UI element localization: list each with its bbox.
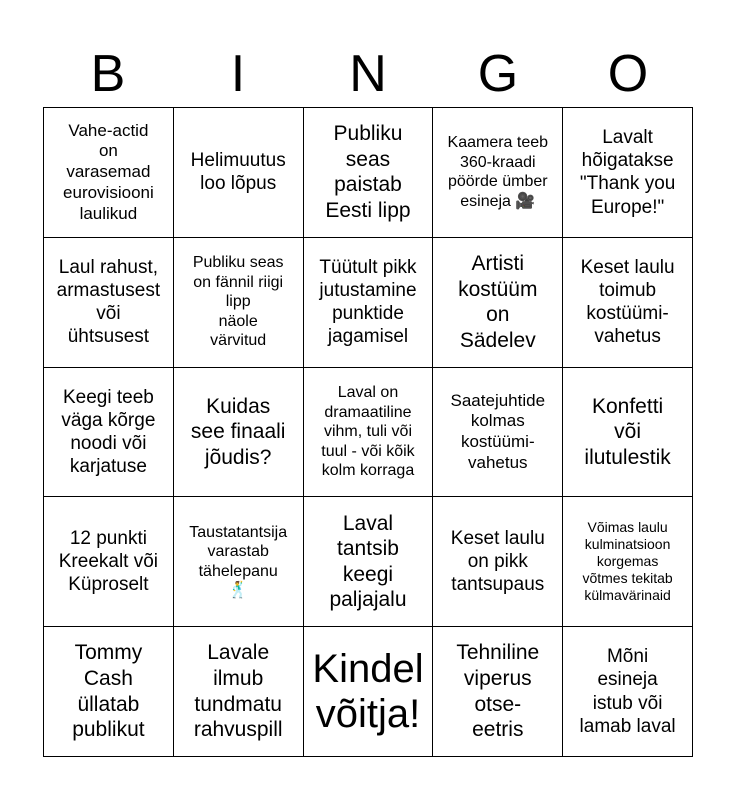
bingo-cell-r5-c2[interactable]: Lavale ilmub tundmatu rahvuspill xyxy=(174,627,304,757)
header-letter-n: N xyxy=(349,45,387,103)
bingo-cell-r2-c1[interactable]: Laul rahust, armastusest või ühtsusest xyxy=(44,238,174,368)
header-letter-o: O xyxy=(607,45,649,103)
bingo-card-grid xyxy=(43,107,693,757)
bingo-cell-r2-c2[interactable]: Publiku seas on fännil riigi lipp näole värvitud xyxy=(174,238,304,368)
bingo-cell-r2-c4[interactable]: Artisti kostüüm on Sädelev xyxy=(433,238,563,368)
bingo-cell-r4-c2[interactable]: Taustatantsija varastab tähelepanu 🕺 xyxy=(174,497,304,627)
bingo-cell-r2-c3[interactable]: Tüütult pikk jutustamine punktide jagamisel xyxy=(304,238,434,368)
bingo-cell-r1-c2[interactable]: Helimuutus loo lõpus xyxy=(174,108,304,238)
bingo-cell-r1-c3[interactable]: Publiku seas paistab Eesti lipp xyxy=(304,108,434,238)
bingo-cell-r2-c5[interactable]: Keset laulu toimub kostüümi- vahetus xyxy=(563,238,693,368)
header-letter-b: B xyxy=(90,45,126,103)
bingo-cell-r3-c1[interactable]: Keegi teeb väga kõrge noodi või karjatuse xyxy=(44,368,174,498)
header-letter-i: I xyxy=(230,45,246,103)
bingo-cell-r3-c4[interactable]: Saatejuhtide kolmas kostüümi- vahetus xyxy=(433,368,563,498)
bingo-cell-r3-c5[interactable]: Konfetti või ilutulestik xyxy=(563,368,693,498)
bingo-cell-r4-c4[interactable]: Keset laulu on pikk tantsupaus xyxy=(433,497,563,627)
bingo-cell-r4-c3[interactable]: Laval tantsib keegi paljajalu xyxy=(304,497,434,627)
bingo-cell-r5-c3-free[interactable]: Kindel võitja! xyxy=(304,627,434,757)
bingo-cell-r1-c1[interactable]: Vahe-actid on varasemad eurovisiooni laulikud xyxy=(44,108,174,238)
bingo-cell-r3-c3[interactable]: Laval on dramaatiline vihm, tuli või tuul - või kõik kolm korraga xyxy=(304,368,434,498)
bingo-cell-r5-c4[interactable]: Tehniline viperus otse- eetris xyxy=(433,627,563,757)
bingo-cell-r3-c2[interactable]: Kuidas see finaali jõudis? xyxy=(174,368,304,498)
bingo-cell-r5-c1[interactable]: Tommy Cash üllatab publikut xyxy=(44,627,174,757)
bingo-cell-r4-c1[interactable]: 12 punkti Kreekalt või Küproselt xyxy=(44,497,174,627)
bingo-cell-r1-c4[interactable]: Kaamera teeb 360-kraadi pöörde ümber esineja 🎥 xyxy=(433,108,563,238)
bingo-cell-r1-c5[interactable]: Lavalt hõigatakse "Thank you Europe!" xyxy=(563,108,693,238)
bingo-header xyxy=(43,40,693,108)
header-letter-g: G xyxy=(477,45,519,103)
bingo-cell-r5-c5[interactable]: Mõni esineja istub või lamab laval xyxy=(563,627,693,757)
bingo-cell-r4-c5[interactable]: Võimas laulu kulminatsioon korgemas võtmes tekitab külmavärinaid xyxy=(563,497,693,627)
